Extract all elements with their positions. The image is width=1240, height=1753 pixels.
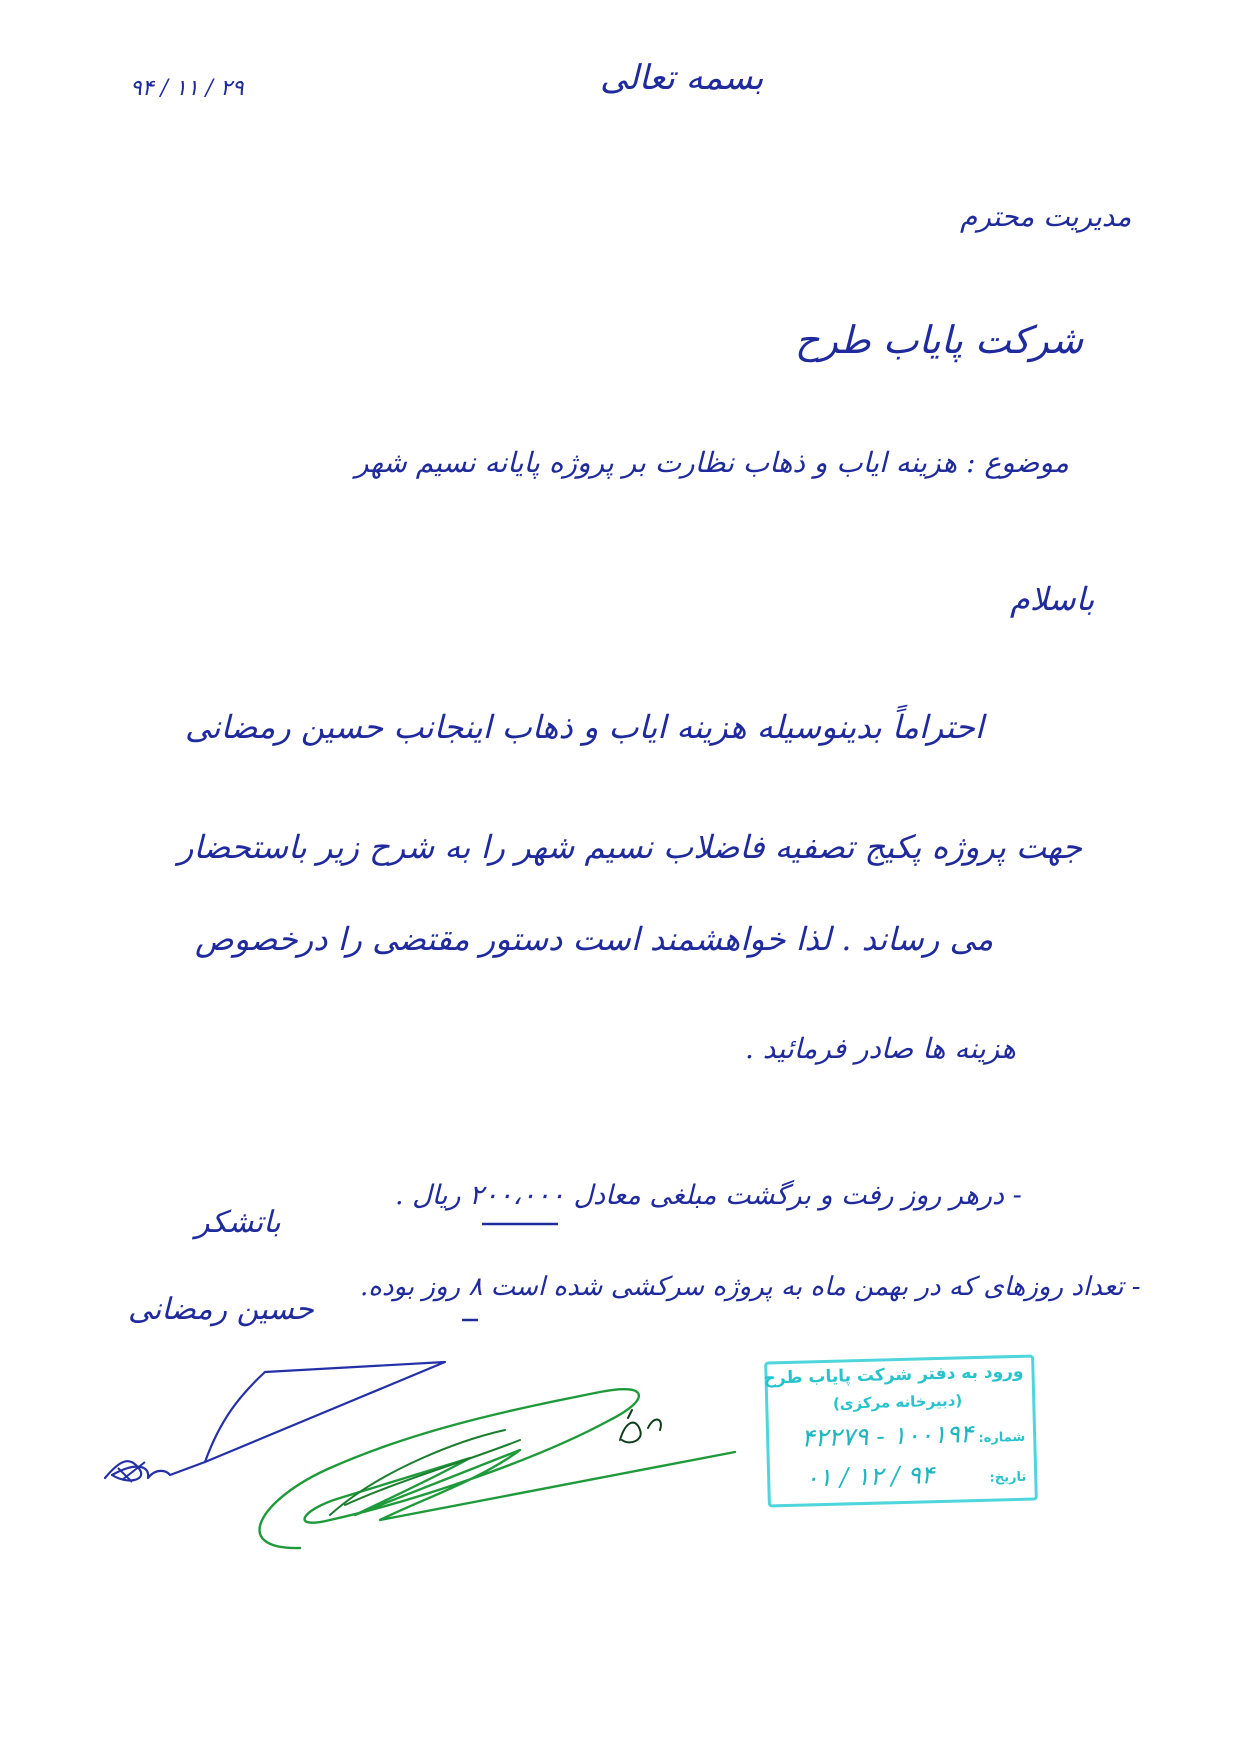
closing: باتشکر [195,1205,281,1240]
stamp-number-row [801,1418,1026,1453]
stamp-date-label: تاریخ: [989,1469,1027,1486]
salutation: مدیریت محترم [960,200,1132,233]
invocation: بسمه تعالی [600,58,764,98]
list-item-daily-cost: - درهر روز رفت و برگشت مبلغی معادل ۲۰۰،۰۰۰ ریال . [395,1180,1022,1211]
letter-date: ۹۴ / ۱۱ / ۲۹ [130,76,244,101]
list-item-days-count: - تعداد روزهای که در بهمن ماه به پروژه سرکشی شده است ۸ روز بوده. [360,1272,1141,1302]
stamp-number-value: ۱۰۰۱۹۴ - ۴۲۲۷۹ [800,1419,974,1453]
subject-line: موضوع : هزینه ایاب و ذهاب نظارت بر پروژه پایانه نسیم شهر [355,446,1069,479]
body-line-2: جهت پروژه پکیج تصفیه فاضلاب نسیم شهر را به شرح زیر باستحضار [178,828,1082,866]
signer-name: حسین رمضانی [128,1292,314,1327]
greeting: باسلام [1010,580,1095,618]
stamp-number-label: شماره: [978,1429,1026,1446]
company-name: شرکت پایاب طرح [795,318,1084,362]
stamp-subtitle: (دبیرخانه مرکزی) [832,1391,963,1413]
stamp-date-value: ۹۴ / ۱۲ / ۰۱ [804,1460,935,1493]
entry-stamp [764,1354,1038,1507]
stamp-date-row [805,1458,1027,1493]
body-line-4: هزینه ها صادر فرمائید . [745,1032,1016,1065]
stamp-title: ورود به دفتر شرکت پایاب طرح [763,1361,1024,1389]
body-line-1: احتراماً بدینوسیله هزینه ایاب و ذهاب اینجانب حسین رمضانی [185,708,984,746]
body-line-3: می رساند . لذا خواهشمند است دستور مقتضی را درخصوص [195,920,994,958]
